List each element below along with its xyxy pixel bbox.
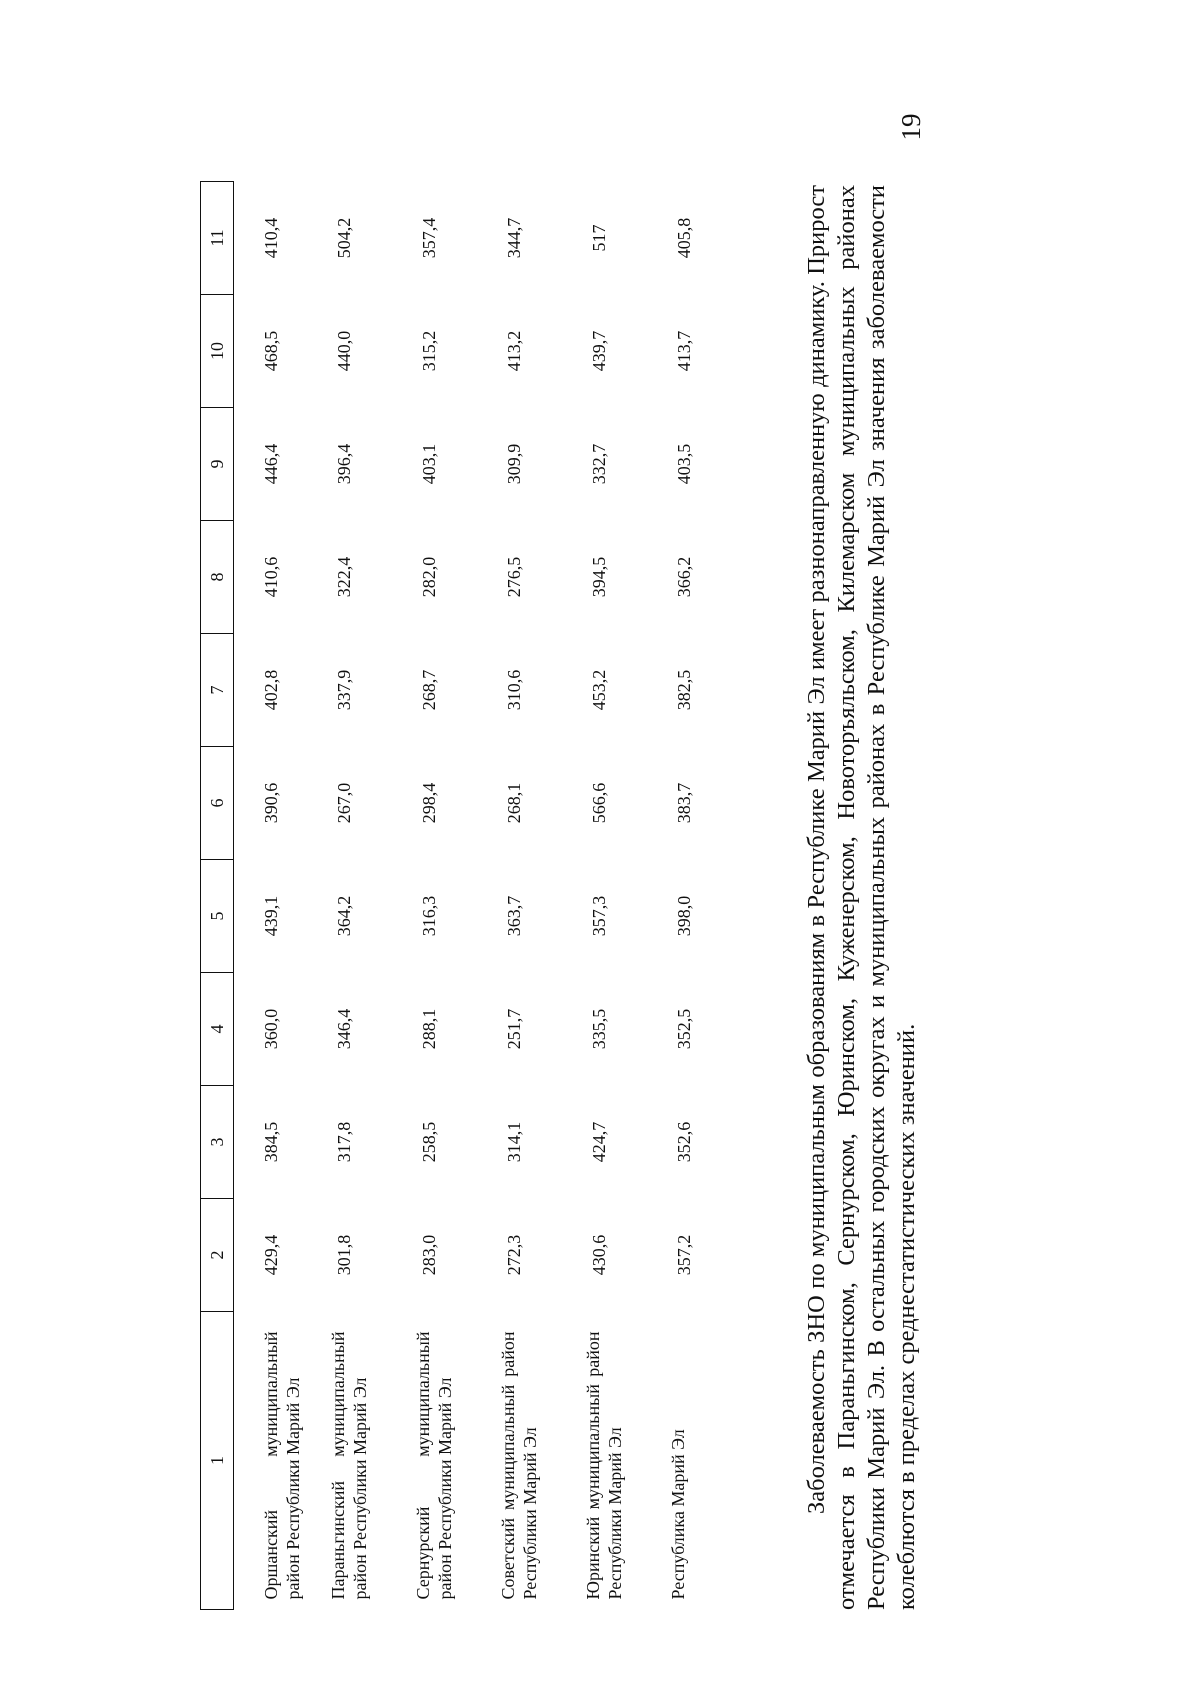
table-cell: 363,7 (504, 895, 524, 937)
table-cell: 310,6 (504, 669, 524, 711)
table-cell: 566,6 (589, 782, 609, 824)
table-cell: 316,3 (419, 895, 439, 937)
morbidity-table (200, 181, 752, 1610)
table-cell: 335,5 (589, 1008, 609, 1050)
column-header: 9 (201, 408, 234, 521)
table-cell: 309,9 (504, 443, 524, 485)
table-cell: 439,7 (589, 330, 609, 372)
table-cell: 440,0 (334, 330, 354, 372)
table-row (497, 182, 582, 1610)
column-header: 10 (201, 295, 234, 408)
table-cell: 366,2 (674, 556, 694, 598)
column-header: 11 (201, 182, 234, 295)
table-cell: 317,8 (334, 1121, 354, 1163)
table-cell: 283,0 (419, 1234, 439, 1276)
table-row (234, 182, 328, 1610)
column-header: 6 (201, 747, 234, 860)
region-name: Республика Марий Эл (668, 1429, 688, 1600)
table-cell: 396,4 (334, 443, 354, 485)
table-cell: 382,5 (674, 669, 694, 711)
column-header: 8 (201, 521, 234, 634)
table-cell: 439,1 (261, 895, 281, 937)
table-cell: 410,6 (261, 556, 281, 598)
table-cell: 394,5 (589, 556, 609, 598)
table-cell: 430,6 (589, 1234, 609, 1276)
table-cell: 268,7 (419, 669, 439, 711)
body-paragraph-text: Заболеваемость ЗНО по муниципальным образованиям в Республике Марий Эл имеет разнонаправленную динамику. Прирост отмечается в Параньгинском, Сернурском, Юринском, Куженерском, Новоторъяльском, Килемарском муниципальных районах Республики Марий Эл. В остальных городских округах и муниципальных районах в Республике Марий Эл значения заболеваемости колеблются в пределах среднестатистических значений. (803, 185, 920, 1610)
table-cell: 410,4 (261, 217, 281, 259)
table-cell: 424,7 (589, 1121, 609, 1163)
table-cell: 364,2 (334, 895, 354, 937)
table-cell: 383,7 (674, 782, 694, 824)
table-cell: 315,2 (419, 330, 439, 372)
table-cell: 352,5 (674, 1008, 694, 1050)
table-row (412, 182, 497, 1610)
page-number: 19 (896, 113, 926, 141)
table-cell: 413,2 (504, 330, 524, 372)
table-cell: 405,8 (674, 217, 694, 259)
table-cell: 301,8 (334, 1234, 354, 1276)
table-cell: 267,0 (334, 782, 354, 824)
table-row (582, 182, 667, 1610)
table-cell: 403,5 (674, 443, 694, 485)
table-cell: 384,5 (261, 1121, 281, 1163)
table-cell: 251,7 (504, 1008, 524, 1050)
table-cell: 337,9 (334, 669, 354, 711)
region-name: Юринский муниципальный район Республики Марий Эл (583, 1331, 625, 1600)
table-cell: 352,6 (674, 1121, 694, 1163)
table-cell: 272,3 (504, 1234, 524, 1276)
table-cell: 332,7 (589, 443, 609, 485)
table-cell: 268,1 (504, 782, 524, 824)
region-name: Оршанский муниципальный район Республики Марий Эл (261, 1331, 303, 1600)
table-cell: 344,7 (504, 217, 524, 259)
table-cell: 504,2 (334, 217, 354, 259)
column-header: 7 (201, 634, 234, 747)
rotated-page-content (200, 10, 980, 1610)
table-cell: 429,4 (261, 1234, 281, 1276)
region-name: Сернурский муниципальный район Республики Марий Эл (413, 1331, 455, 1600)
column-header: 3 (201, 1086, 234, 1199)
table-cell: 314,1 (504, 1121, 524, 1163)
body-paragraph (802, 185, 922, 1610)
table-cell: 282,0 (419, 556, 439, 598)
region-name: Параньгинский муниципальный район Республики Марий Эл (328, 1331, 370, 1600)
table-cell: 258,5 (419, 1121, 439, 1163)
table-cell: 298,4 (419, 782, 439, 824)
table-cell: 453,2 (589, 669, 609, 711)
table-row (667, 182, 752, 1610)
table-cell: 413,7 (674, 330, 694, 372)
table-cell: 468,5 (261, 330, 281, 372)
table-cell: 398,0 (674, 895, 694, 937)
table-cell: 446,4 (261, 443, 281, 485)
column-header: 1 (201, 1312, 234, 1610)
table-cell: 357,3 (589, 895, 609, 937)
table-cell: 517 (589, 224, 609, 252)
table-cell: 357,4 (419, 217, 439, 259)
column-header: 5 (201, 860, 234, 973)
table-row (327, 182, 412, 1610)
table-cell: 346,4 (334, 1008, 354, 1050)
table-cell: 276,5 (504, 556, 524, 598)
region-name: Советский муниципальный район Республики Марий Эл (498, 1331, 540, 1600)
table-cell: 360,0 (261, 1008, 281, 1050)
table-header-row (201, 182, 234, 1610)
table-cell: 322,4 (334, 556, 354, 598)
table-cell: 402,8 (261, 669, 281, 711)
table-cell: 403,1 (419, 443, 439, 485)
table-cell: 390,6 (261, 782, 281, 824)
table-cell: 357,2 (674, 1234, 694, 1276)
column-header: 4 (201, 973, 234, 1086)
column-header: 2 (201, 1199, 234, 1312)
table-cell: 288,1 (419, 1008, 439, 1050)
